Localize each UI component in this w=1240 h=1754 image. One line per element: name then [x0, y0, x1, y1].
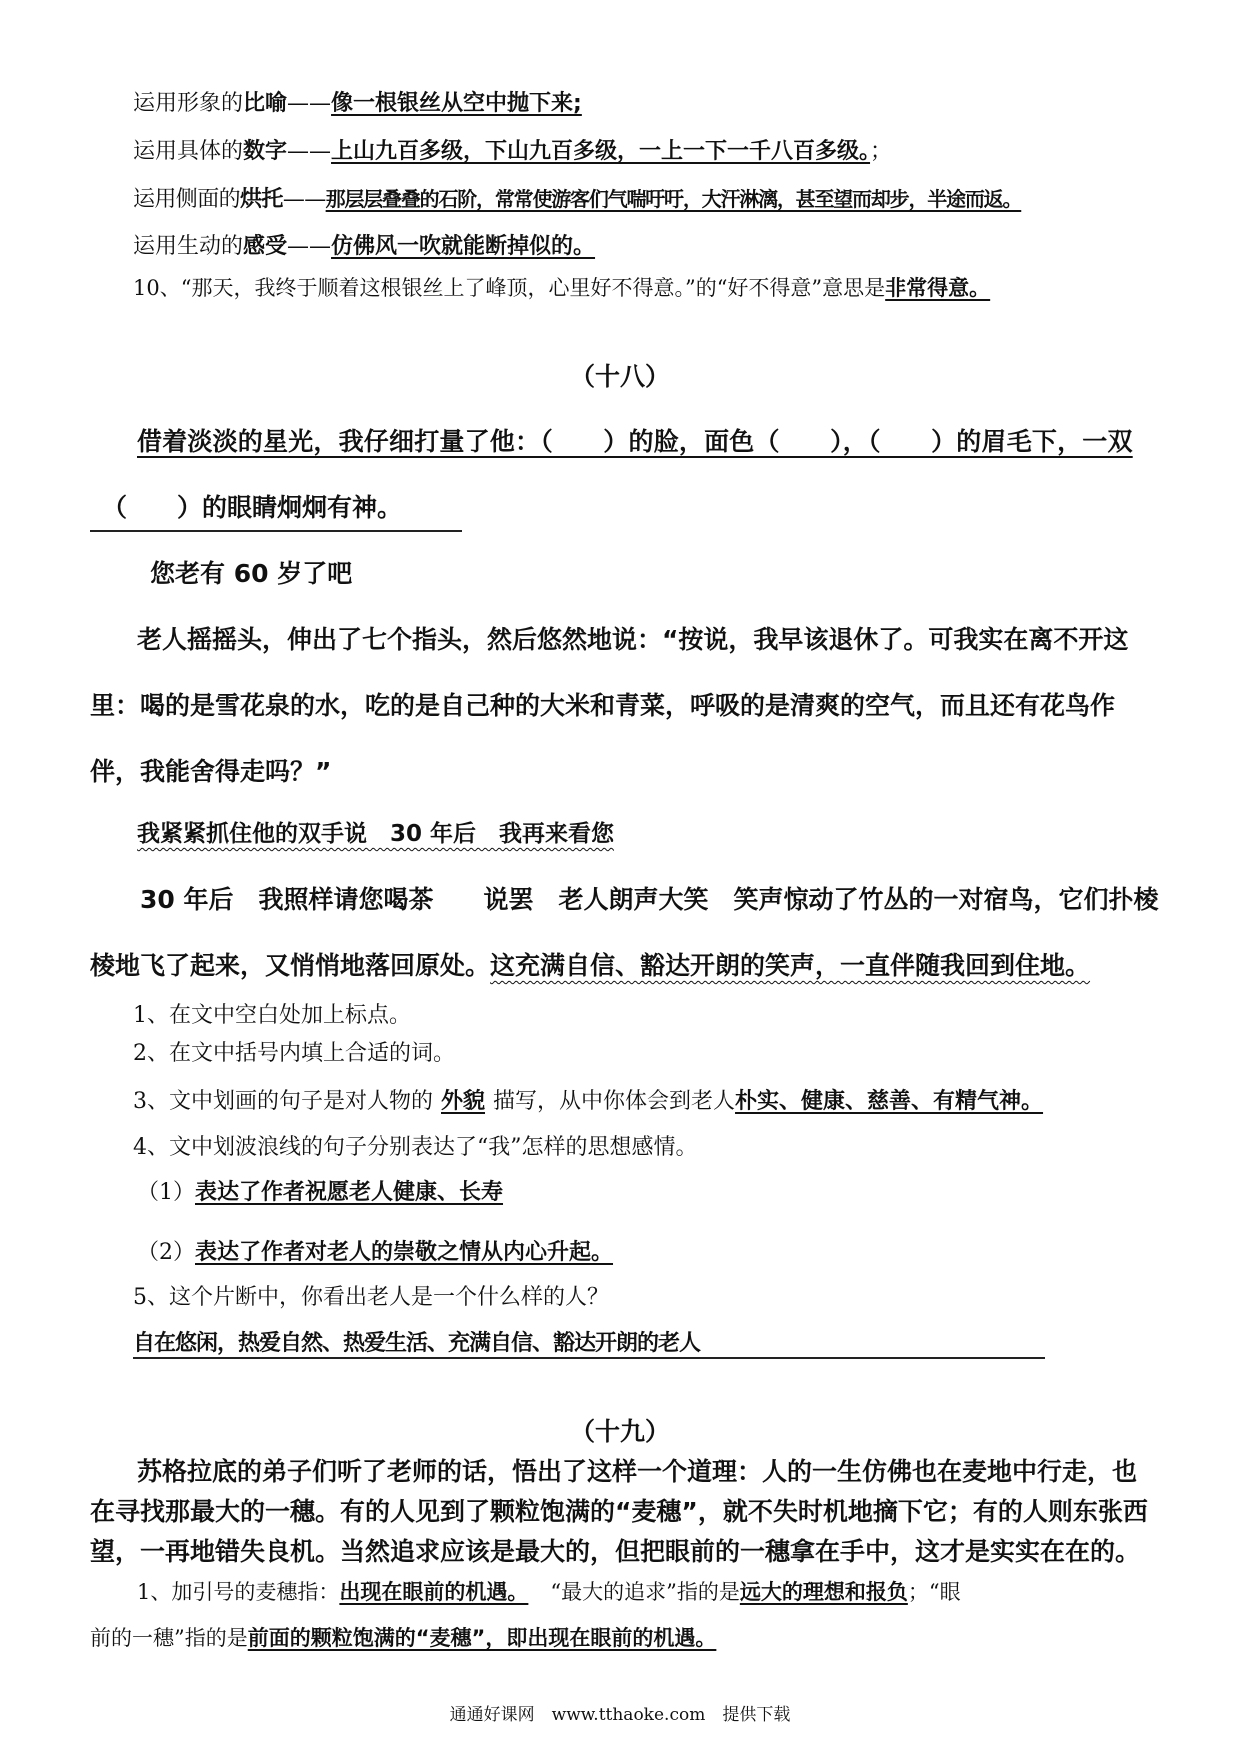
question-18-3: [133, 1084, 1043, 1115]
wavy-underlined-text: 这充满自信、豁达开朗的笑声，一直伴随我回到住地。: [490, 951, 1091, 980]
page-footer: 通通好课网 www.tthaoke.com 提供下载: [449, 1705, 791, 1725]
figure-speech-line-feeling: [133, 229, 595, 260]
passage-18-line-2: [90, 488, 462, 532]
answer-text: 前面的颗粒饱满的“麦穗”，即出现在眼前的机遇。: [247, 1626, 717, 1650]
question-18-2: 2、在文中括号内填上合适的词。: [133, 1041, 455, 1066]
answer-text: 外貌: [441, 1089, 486, 1114]
passage-19-line-2: 在寻找那最大的一穗。有的人见到了颗粒饱满的“麦穗”，就不失时机地摘下它；有的人则东张西: [90, 1497, 1148, 1526]
question-text: 3、文中划画的句子是对人物的: [133, 1089, 433, 1114]
answer-18-4-2: [137, 1235, 613, 1266]
passage-18-line-1: 借着淡淡的星光，我仔细打量了他：（ ）的脸，面色（ ），（ ）的眉毛下，一双: [137, 427, 1133, 456]
keyword: 比喻: [243, 91, 288, 116]
question-18-1: 1、在文中空白处加上标点。: [133, 1003, 411, 1028]
passage-text: （ ）的眼睛炯炯有神。: [90, 488, 462, 532]
question-10: [133, 272, 990, 302]
answer-18-5: 自在悠闲，热爱自然、热爱生活、充满自信、豁达开朗的老人: [133, 1331, 701, 1356]
line-prefix: 运用生动的: [133, 234, 244, 259]
question-18-5: 5、这个片断中，你看出老人是一个什么样的人？: [133, 1285, 609, 1310]
dash: ——: [287, 91, 332, 116]
question-text: ；“眼: [907, 1580, 961, 1604]
answer-text: 上山九百多级，下山九百多级，一上一下一千八百多级。: [331, 139, 871, 164]
keyword: 数字: [243, 139, 288, 164]
passage-18-line-4: 老人摇摇头，伸出了七个指头，然后悠然地说：“按说，我早该退休了。可我实在离不开这: [137, 625, 1129, 654]
passage-19-line-1: 苏格拉底的弟子们听了老师的话，悟出了这样一个道理：人的一生仿佛也在麦地中行走，也: [137, 1457, 1138, 1486]
answer-text: 仿佛风一吹就能断掉似的。: [331, 234, 596, 259]
answer-text: 表达了作者祝愿老人健康、长寿: [195, 1180, 504, 1205]
figure-speech-line-metaphor: [133, 86, 582, 117]
figure-speech-line-numbers: [133, 134, 892, 165]
question-18-4: 4、文中划波浪线的句子分别表达了“我”怎样的思想感情。: [133, 1135, 698, 1160]
keyword: 烘托: [240, 187, 283, 212]
question-19-1: [137, 1576, 961, 1606]
question-text: 描写，从中你体会到老人: [493, 1089, 736, 1114]
answer-text: 朴实、健康、慈善、有精气神。: [735, 1089, 1044, 1114]
passage-18-line-6: 伴，我能舍得走吗？”: [90, 757, 332, 786]
dash: ——: [282, 187, 326, 212]
answer-text: 那层层叠叠的石阶，常常使游客们气喘吁吁，大汗淋漓，甚至望而却步，半途而返。: [325, 187, 1022, 211]
line-prefix: 运用具体的: [133, 139, 244, 164]
answer-text: 非常得意。: [885, 276, 991, 300]
passage-18-line-3: 您老有 60 岁了吧: [150, 559, 353, 588]
line-tail: ；: [870, 139, 893, 164]
passage-18-line-8: 30 年后 我照样请您喝茶 说罢 老人朗声大笑 笑声惊动了竹丛的一对宿鸟，它们扑棱: [140, 885, 1159, 914]
keyword: 感受: [243, 234, 288, 259]
passage-18-line-5: 里：喝的是雪花泉的水，吃的是自己种的大米和青菜，呼吸的是清爽的空气，而且还有花鸟作: [90, 691, 1116, 720]
answer-number: （2）: [137, 1240, 195, 1265]
section-18-title: （十八）: [569, 362, 670, 391]
answer-text: 像一根银丝从空中抛下来;: [331, 91, 582, 116]
section-19-title: （十九）: [569, 1417, 670, 1446]
passage-18-line-7: 我紧紧抓住他的双手说 30 年后 我再来看您: [137, 821, 615, 847]
answer-text: 表达了作者对老人的崇敬之情从内心升起。: [195, 1240, 614, 1265]
passage-text: 棱地飞了起来，又悄悄地落回原处。: [90, 951, 491, 980]
figure-speech-line-contrast: [133, 182, 1021, 213]
answer-number: （1）: [137, 1180, 195, 1205]
passage-18-line-9: [90, 946, 1090, 982]
line-prefix: 运用形象的: [133, 91, 244, 116]
question-19-1-cont: [90, 1622, 716, 1652]
question-text: “最大的追求”指的是: [550, 1580, 740, 1604]
dash: ——: [287, 234, 332, 259]
question-text: 10、“那天，我终于顺着这根银丝上了峰顶，心里好不得意。”的“好不得意”意思是: [133, 276, 886, 300]
answer-underline: [133, 1357, 1045, 1359]
answer-text: 出现在眼前的机遇。: [339, 1580, 529, 1604]
passage-19-line-3: 望，一再地错失良机。当然追求应该是最大的，但把眼前的一穗拿在手中，这才是实实在在的。: [90, 1537, 1141, 1566]
dash: ——: [287, 139, 332, 164]
answer-18-4-1: [137, 1175, 503, 1206]
line-prefix: 运用侧面的: [133, 187, 241, 212]
question-text: 1、加引号的麦穗指：: [137, 1580, 340, 1604]
question-text: 前的一穗”指的是: [90, 1626, 248, 1650]
answer-text: 远大的理想和报负: [739, 1580, 908, 1604]
